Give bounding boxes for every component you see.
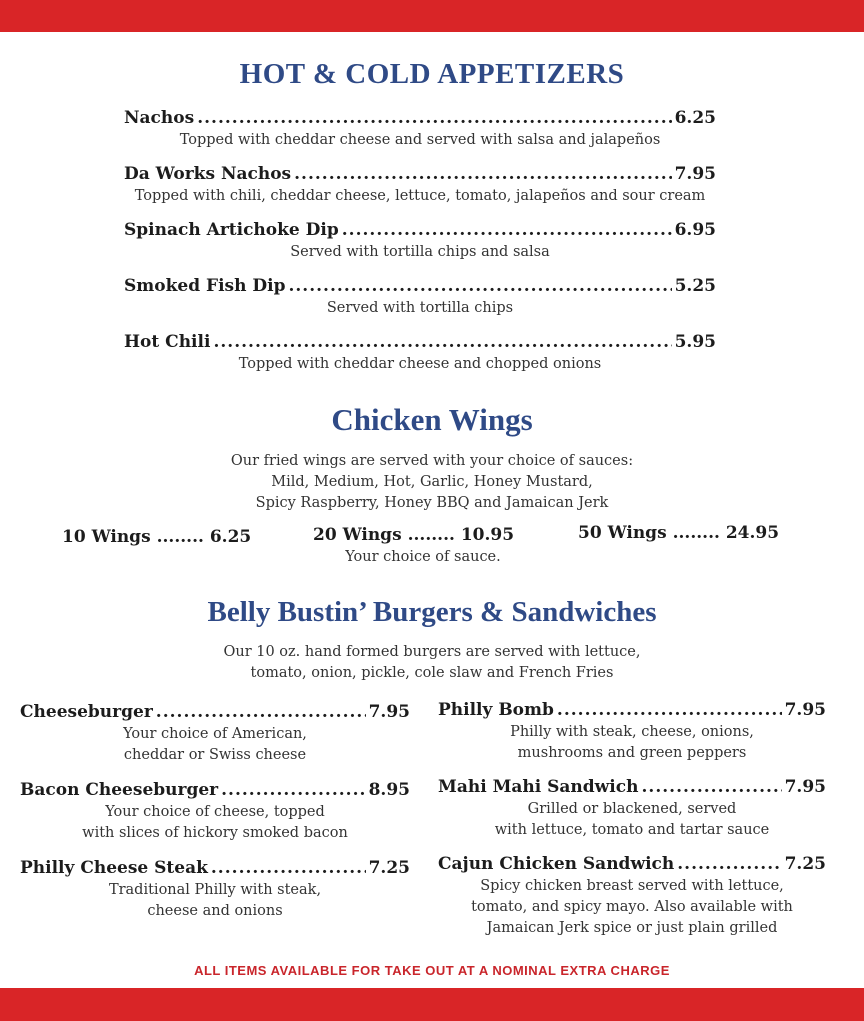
item-name: Cajun Chicken Sandwich: [438, 854, 675, 874]
menu-item-nachos: [124, 108, 716, 128]
item-description: Topped with chili, cheddar cheese, lettuce, tomato, jalapeños and sour cream: [134, 188, 706, 204]
wings-heading: Chicken Wings: [331, 402, 533, 437]
item-name: Spinach Artichoke Dip: [124, 220, 339, 240]
leader-dots: [557, 700, 782, 720]
leader-dots: [213, 332, 671, 352]
item-description: Traditional Philly with steak, cheese and onions: [108, 882, 322, 919]
wings-price-20: 20 Wings ........ 10.95: [313, 525, 515, 545]
item-description: Spicy chicken breast served with lettuce, tomato, and spicy mayo. Also available with Jamaican Jerk spice or just plain grilled: [471, 878, 793, 936]
leader-dots: [342, 220, 672, 240]
wings-price-50: 50 Wings ........ 24.95: [578, 523, 780, 543]
item-price: 7.95: [784, 700, 826, 720]
item-price: 6.25: [674, 108, 716, 128]
item-name: Nachos: [124, 108, 195, 128]
takeout-note: ALL ITEMS AVAILABLE FOR TAKE OUT AT A NOMINAL EXTRA CHARGE: [194, 963, 670, 978]
item-description: Grilled or blackened, served with lettuce, tomato and tartar sauce: [494, 801, 770, 838]
item-name: Bacon Cheeseburger: [20, 780, 219, 800]
item-price: 7.95: [784, 777, 826, 797]
item-price: 7.95: [674, 164, 716, 184]
menu-item-bacon-cheeseburger: [20, 780, 410, 800]
burgers-intro: Our 10 oz. hand formed burgers are served with lettuce, tomato, onion, pickle, cole slaw and French Fries: [223, 644, 641, 681]
menu-item-spinach-artichoke-dip: [124, 220, 716, 240]
item-description: Your choice of cheese, topped with slices of hickory smoked bacon: [82, 804, 348, 841]
item-price: 7.95: [368, 702, 410, 722]
item-price: 5.25: [674, 276, 716, 296]
item-name: Philly Cheese Steak: [20, 858, 208, 878]
item-description: Served with tortilla chips: [326, 300, 514, 316]
item-description: Topped with cheddar cheese and served with salsa and jalapeños: [179, 132, 661, 148]
menu-item-cheeseburger: [20, 702, 410, 722]
item-price: 7.25: [368, 858, 410, 878]
item-name: Philly Bomb: [438, 700, 554, 720]
item-price: 7.25: [784, 854, 826, 874]
leader-dots: [211, 858, 366, 878]
menu-item-philly-bomb: [438, 700, 826, 720]
menu-item-mahi-mahi-sandwich: [438, 777, 826, 797]
appetizers-heading: HOT & COLD APPETIZERS: [239, 58, 625, 90]
item-price: 8.95: [368, 780, 410, 800]
leader-dots: [197, 108, 671, 128]
item-description: Topped with cheddar cheese and chopped onions: [238, 356, 602, 372]
leader-dots: [221, 780, 365, 800]
item-price: 6.95: [674, 220, 716, 240]
item-description: Philly with steak, cheese, onions, mushrooms and green peppers: [510, 724, 754, 761]
leader-dots: [677, 854, 781, 874]
menu-item-cajun-chicken-sandwich: [438, 854, 826, 874]
burgers-heading: Belly Bustin’ Burgers & Sandwiches: [207, 596, 657, 628]
item-description: Served with tortilla chips and salsa: [290, 244, 550, 260]
bottom-red-band: [0, 988, 864, 1021]
top-red-band: [0, 0, 864, 32]
wings-note: Your choice of sauce.: [345, 549, 501, 565]
menu-item-philly-cheese-steak: [20, 858, 410, 878]
leader-dots: [288, 276, 671, 296]
leader-dots: [294, 164, 671, 184]
wings-price-10: 10 Wings ........ 6.25: [62, 527, 252, 547]
item-name: Mahi Mahi Sandwich: [438, 777, 639, 797]
menu-item-hot-chili: [124, 332, 716, 352]
item-name: Da Works Nachos: [124, 164, 292, 184]
menu-item-da-works-nachos: [124, 164, 716, 184]
leader-dots: [641, 777, 781, 797]
item-name: Hot Chili: [124, 332, 211, 352]
item-name: Cheeseburger: [20, 702, 153, 722]
leader-dots: [156, 702, 366, 722]
item-name: Smoked Fish Dip: [124, 276, 286, 296]
menu-item-smoked-fish-dip: [124, 276, 716, 296]
wings-intro: Our fried wings are served with your choice of sauces: Mild, Medium, Hot, Garlic, Honey Mustard, Spicy Raspberry, Honey BBQ and Jamaican Jerk: [230, 453, 634, 511]
item-description: Your choice of American, cheddar or Swiss cheese: [123, 726, 307, 763]
item-price: 5.95: [674, 332, 716, 352]
